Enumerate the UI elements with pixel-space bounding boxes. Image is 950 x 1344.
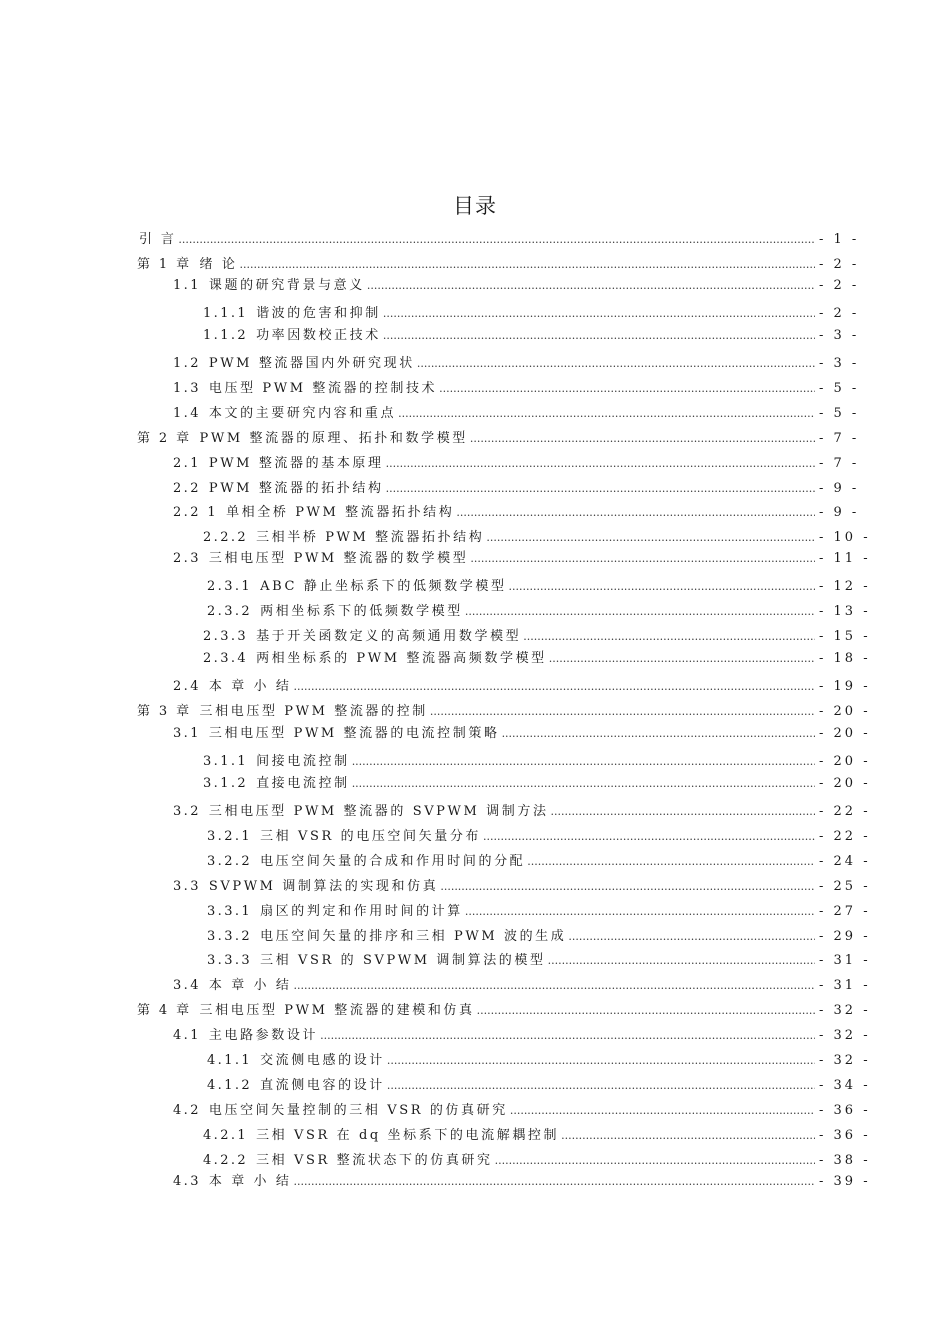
toc-entry-number: 2.2 [173,481,201,496]
toc-entry-number: 2.3.2 [207,604,253,619]
toc-entry-title: 本文的主要研究内容和重点 [208,406,397,421]
toc-entry-page: - 18 - [819,651,871,666]
toc-entry-page: - 29 - [819,929,871,944]
toc-leader-dots [430,703,815,721]
toc-entry-2-1[interactable] [173,455,860,473]
toc-leader-dots [440,878,815,896]
toc-leader-dots [465,603,815,621]
toc-entry-page: - 2 - [819,257,860,272]
toc-leader-dots [386,480,815,498]
toc-leader-dots [352,775,815,793]
toc-entry-page: - 36 - [819,1128,871,1143]
toc-entry-3-2-2[interactable] [207,853,871,871]
toc-entry-number: 3.3 [173,879,201,894]
toc-entry-title: PWM 整流器的拓扑结构 [208,481,384,496]
toc-entry-title: 三相 VSR 整流状态下的仿真研究 [256,1153,493,1168]
toc-entry-page: - 20 - [819,726,871,741]
toc-leader-dots [523,628,815,646]
toc-entry-page: - 34 - [819,1078,871,1093]
toc-entry-4-2[interactable] [173,1102,871,1120]
toc-entry-page: - 1 - [819,232,860,247]
toc-entry-title: 课题的研究背景与意义 [208,278,365,293]
toc-entry-page: - 12 - [819,579,871,594]
toc-entry-3-4[interactable] [173,977,871,995]
toc-entry-number: 4.2.1 [203,1128,249,1143]
toc-leader-dots [386,455,815,473]
toc-entry-number: 3.2 [173,804,201,819]
toc-entry-number: 3.1 [173,726,201,741]
toc-entry-3-3-3[interactable] [207,952,871,970]
toc-entry-title: 扇区的判定和作用时间的计算 [260,904,463,919]
toc-entry-1-4[interactable] [173,405,860,423]
toc-leader-dots [239,256,815,274]
toc-leader-dots [178,231,815,249]
toc-entry-page: - 20 - [819,776,871,791]
toc-entry-title: 间接电流控制 [256,754,350,769]
toc-leader-dots [502,725,815,743]
toc-entry-title: ABC 静止坐标系下的低频数学模型 [260,579,507,594]
toc-entry-number: 3.1.2 [203,776,249,791]
toc-entry-4-2-2[interactable] [203,1152,871,1170]
toc-entry-page: - 38 - [819,1153,871,1168]
toc-entry-page: - 22 - [819,804,871,819]
toc-entry-title: 电压型 PWM 整流器的控制技术 [208,381,438,396]
toc-entry-3-2-1[interactable] [207,828,871,846]
toc-entry-page: - 7 - [819,456,860,471]
toc-entry-title: 三相电压型 PWM 整流器的建模和仿真 [199,1003,475,1018]
toc-leader-dots [439,380,815,398]
toc-entry-3-3-2[interactable] [207,928,871,946]
toc-entry-chapter-1[interactable] [137,256,860,274]
toc-entry-2-3-4[interactable] [203,650,871,668]
toc-entry-page: - 3 - [819,328,860,343]
toc-entry-page: - 36 - [819,1103,871,1118]
toc-entry-4-1[interactable] [173,1027,871,1045]
toc-entry-title: 绪 论 [199,257,238,272]
toc-entry-title: 本 章 小 结 [208,978,292,993]
toc-entry-page: - 32 - [819,1028,871,1043]
toc-entry-title: 三相电压型 PWM 整流器的 SVPWM 调制方法 [208,804,549,819]
toc-entry-2-3[interactable] [173,550,871,568]
toc-entry-4-3[interactable] [173,1173,871,1191]
toc-entry-number: 第 3 章 [137,704,192,719]
toc-entry-1-2[interactable] [173,355,860,373]
toc-leader-dots [383,327,815,345]
toc-entry-number: 3.1.1 [203,754,249,769]
toc-entry-title: 交流侧电感的设计 [260,1053,385,1068]
toc-entry-number: 4.1.2 [207,1078,253,1093]
toc-leader-dots [320,1027,815,1045]
toc-leader-dots [483,828,815,846]
toc-leader-dots [367,277,815,295]
toc-entry-title: 电压空间矢量控制的三相 VSR 的仿真研究 [208,1103,508,1118]
toc-entry-3-1-2[interactable] [203,775,871,793]
toc-entry-number: 1.1 [173,278,201,293]
toc-entry-3-3-1[interactable] [207,903,871,921]
toc-entry-chapter-2[interactable] [137,430,860,448]
toc-entry-page: - 10 - [819,530,871,545]
toc-entry-number: 2.3.3 [203,629,249,644]
toc-entry-title: 三相 VSR 的电压空间矢量分布 [260,829,482,844]
toc-leader-dots [293,977,815,995]
toc-entry-title: SVPWM 调制算法的实现和仿真 [208,879,439,894]
toc-entry-title: 功率因数校正技术 [256,328,381,343]
toc-entry-page: - 2 - [819,278,860,293]
toc-leader-dots [470,550,815,568]
toc-entry-page: - 32 - [819,1053,871,1068]
toc-entry-page: - 32 - [819,1003,871,1018]
toc-entry-title: 三相半桥 PWM 整流器拓扑结构 [256,530,485,545]
toc-entry-page: - 11 - [819,551,871,566]
toc-entry-4-1-1[interactable] [207,1052,871,1070]
toc-entry-page: - 24 - [819,854,871,869]
toc-entry-1-1-1[interactable] [203,305,860,323]
toc-entry-number: 4.2.2 [203,1153,249,1168]
toc-leader-dots [293,1173,815,1191]
toc-entry-2-3-2[interactable] [207,603,871,621]
toc-entry-number: 1.1.1 [203,306,249,321]
toc-entry-page: - 5 - [819,381,860,396]
toc-entry-1-1[interactable] [173,277,860,295]
toc-leader-dots [486,529,815,547]
toc-entry-page: - 25 - [819,879,871,894]
toc-entry-number: 2.1 [173,456,201,471]
toc-leader-dots [548,952,815,970]
toc-entry-title: 主电路参数设计 [208,1028,319,1043]
toc-entry-chapter-4[interactable] [137,1002,871,1020]
toc-leader-dots [293,678,815,696]
toc-entry-page: - 20 - [819,704,871,719]
toc-entry-page: - 15 - [819,629,871,644]
toc-entry-number: 3.3.3 [207,953,253,968]
toc-entry-title: 三相 VSR 的 SVPWM 调制算法的模型 [260,953,546,968]
toc-leader-dots [383,305,815,323]
toc-entry-title: 单相全桥 PWM 整流器拓扑结构 [226,505,455,520]
toc-leader-dots [551,803,815,821]
toc-entry-number: 第 1 章 [137,257,192,272]
toc-entry-intro[interactable] [139,231,860,249]
toc-entry-3-2[interactable] [173,803,871,821]
toc-entry-2-3-1[interactable] [207,578,871,596]
toc-entry-title: 基于开关函数定义的高频通用数学模型 [256,629,522,644]
toc-entry-number: 3.4 [173,978,201,993]
toc-entry-number: 4.1.1 [207,1053,253,1068]
toc-leader-dots [549,650,815,668]
toc-leader-dots [510,1102,815,1120]
toc-entry-title: 直流侧电容的设计 [260,1078,385,1093]
toc-entry-page: - 7 - [819,431,860,446]
toc-entry-title: 三相电压型 PWM 整流器的控制 [199,704,428,719]
toc-entry-4-1-2[interactable] [207,1077,871,1095]
toc-entry-number: 2.3.4 [203,651,249,666]
toc-entry-2-2-2[interactable] [203,529,871,547]
toc-leader-dots [417,355,815,373]
toc-leader-dots [387,1052,815,1070]
toc-leader-dots [495,1152,815,1170]
toc-entry-number: 第 2 章 [137,431,192,446]
toc-entry-title: PWM 整流器的原理、拓扑和数学模型 [199,431,468,446]
toc-entry-page: - 20 - [819,754,871,769]
toc-entry-number: 2.4 [173,679,201,694]
toc-entry-page: - 19 - [819,679,871,694]
toc-leader-dots [470,430,815,448]
toc-entry-title: PWM 整流器的基本原理 [208,456,384,471]
toc-leader-dots [568,928,815,946]
toc-entry-page: - 27 - [819,904,871,919]
toc-entry-title: 电压空间矢量的合成和作用时间的分配 [260,854,526,869]
toc-leader-dots [561,1127,815,1145]
toc-entry-number: 1.4 [173,406,201,421]
toc-leader-dots [398,405,815,423]
toc-entry-3-3[interactable] [173,878,871,896]
toc-entry-number: 4.3 [173,1174,201,1189]
toc-entry-page: - 3 - [819,356,860,371]
toc-leader-dots [465,903,815,921]
toc-entry-title: 本 章 小 结 [208,1174,292,1189]
toc-entry-3-1-1[interactable] [203,753,871,771]
page-title: 目录 [453,194,497,218]
toc-entry-title: 三相 VSR 在 dq 坐标系下的电流解耦控制 [256,1128,560,1143]
toc-entry-title: PWM 整流器国内外研究现状 [208,356,415,371]
toc-entry-page: - 9 - [819,481,860,496]
toc-entry-page: - 13 - [819,604,871,619]
toc-leader-dots [509,578,815,596]
toc-entry-4-2-1[interactable] [203,1127,871,1145]
toc-entry-number: 1.1.2 [203,328,249,343]
toc-entry-page: - 39 - [819,1174,871,1189]
toc-entry-number: 2.3 [173,551,201,566]
toc-entry-title: 三相电压型 PWM 整流器的电流控制策略 [208,726,500,741]
toc-entry-number: 2.2.2 [203,530,249,545]
toc-leader-dots [477,1002,815,1020]
toc-entry-number: 1.2 [173,356,201,371]
toc-entry-1-1-2[interactable] [203,327,860,345]
toc-entry-title: 两相坐标系下的低频数学模型 [260,604,463,619]
toc-entry-page: - 31 - [819,953,871,968]
toc-entry-page: - 22 - [819,829,871,844]
toc-entry-2-3-3[interactable] [203,628,871,646]
toc-entry-title: 直接电流控制 [256,776,350,791]
toc-entry-number: 3.3.1 [207,904,253,919]
toc-entry-page: - 31 - [819,978,871,993]
toc-entry-title: 三相电压型 PWM 整流器的数学模型 [208,551,469,566]
toc-entry-number: 引 言 [139,232,177,247]
toc-entry-3-1[interactable] [173,725,871,743]
toc-entry-title: 两相坐标系的 PWM 整流器高频数学模型 [256,651,547,666]
toc-entry-title: 谐波的危害和抑制 [256,306,381,321]
toc-entry-number: 1.3 [173,381,201,396]
toc-entry-page: - 9 - [819,505,860,520]
toc-entry-number: 3.3.2 [207,929,253,944]
toc-entry-page: - 2 - [819,306,860,321]
toc-leader-dots [456,504,815,522]
toc-entry-2-2[interactable] [173,480,860,498]
toc-entry-title: 电压空间矢量的排序和三相 PWM 波的生成 [260,929,567,944]
toc-entry-number: 3.2.2 [207,854,253,869]
toc-entry-page: - 5 - [819,406,860,421]
toc-leader-dots [387,1077,815,1095]
toc-entry-number: 4.1 [173,1028,201,1043]
toc-entry-2-4[interactable] [173,678,871,696]
toc-entry-chapter-3[interactable] [137,703,871,721]
toc-leader-dots [352,753,815,771]
toc-leader-dots [527,853,815,871]
toc-entry-number: 4.2 [173,1103,201,1118]
toc-entry-number: 2.2 1 [173,505,219,520]
toc-entry-title: 本 章 小 结 [208,679,292,694]
toc-entry-number: 第 4 章 [137,1003,192,1018]
toc-entry-2-2-1[interactable] [173,504,860,522]
toc-entry-1-3[interactable] [173,380,860,398]
toc-entry-number: 2.3.1 [207,579,253,594]
toc-entry-number: 3.2.1 [207,829,253,844]
